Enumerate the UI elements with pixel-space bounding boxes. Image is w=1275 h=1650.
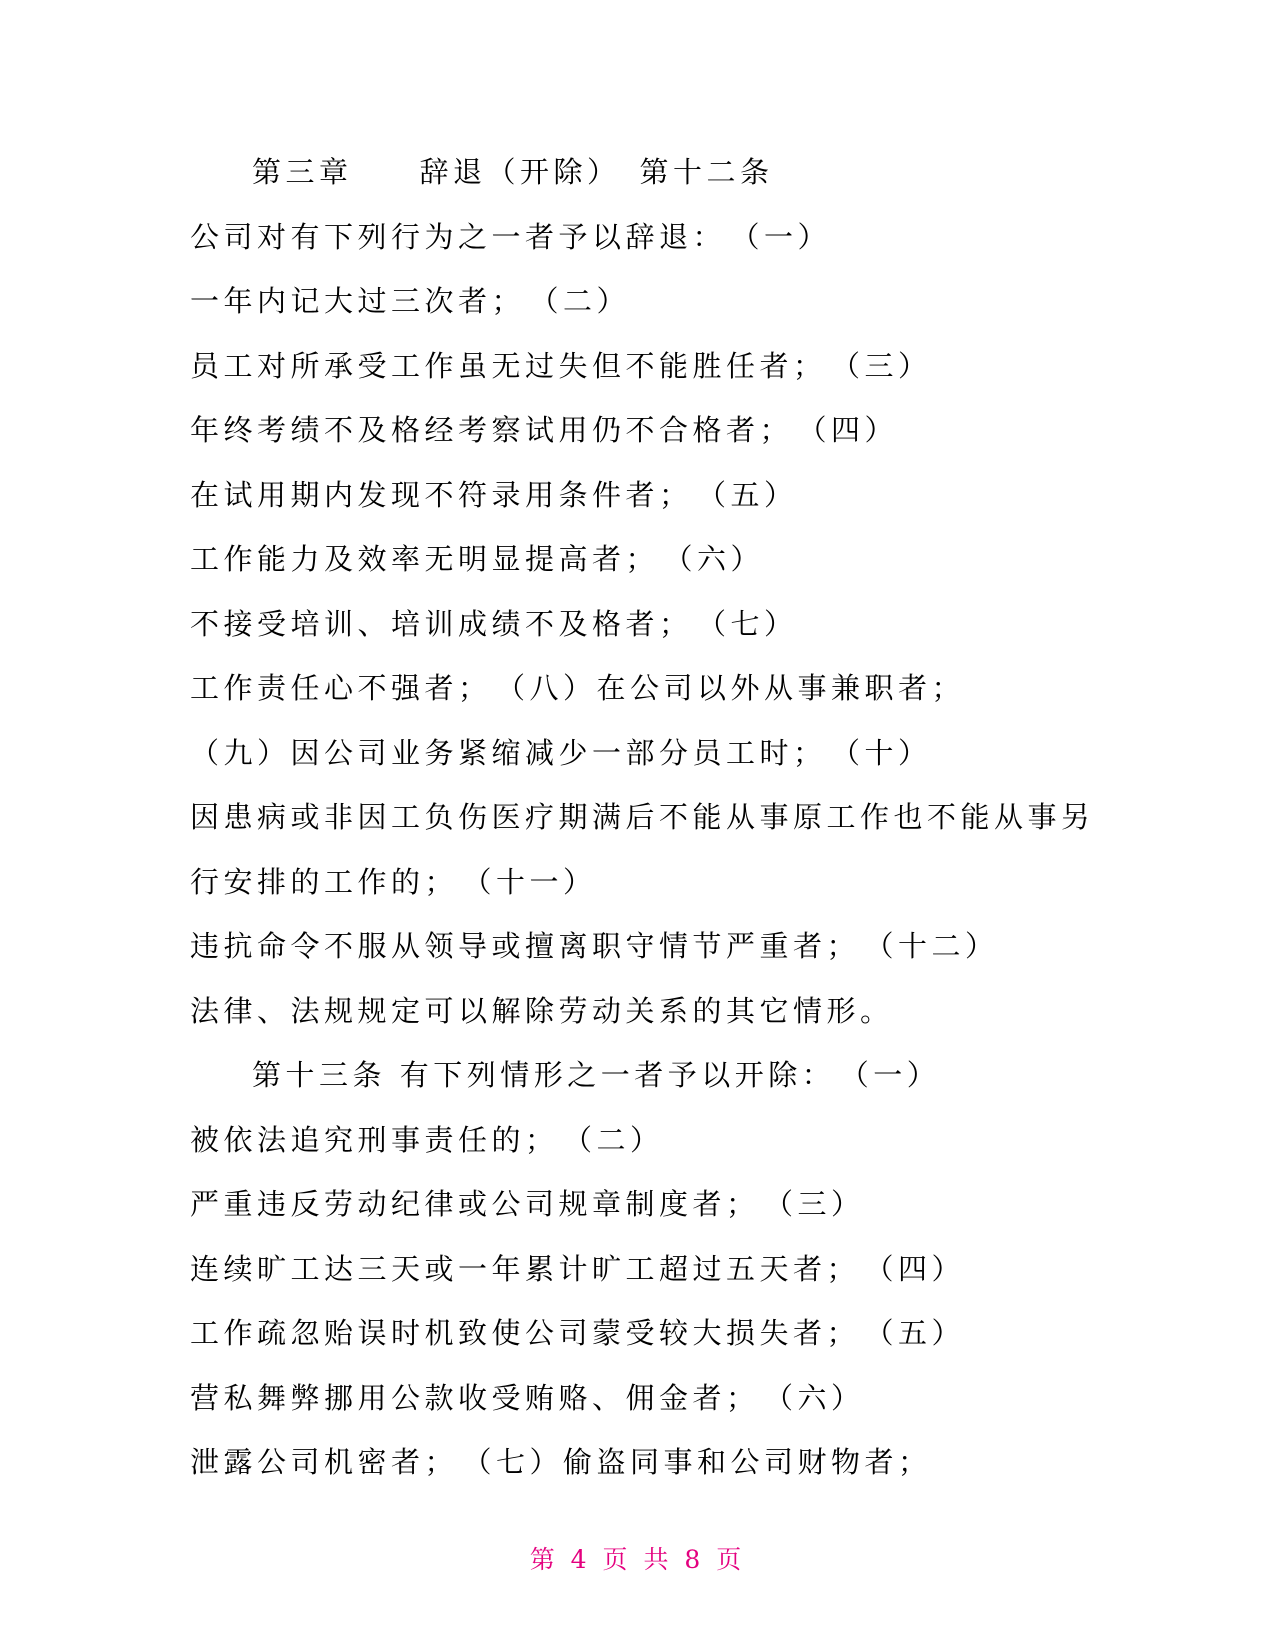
- text-line: 工作疏忽贻误时机致使公司蒙受较大损失者； （五）: [190, 1316, 966, 1350]
- text-line: 违抗命令不服从领导或擅离职守情节严重者； （十二）: [190, 929, 999, 963]
- text-line: 法律、法规规定可以解除劳动关系的其它情形。: [190, 993, 894, 1028]
- page-number-footer: 第 4 页 共 8 页: [529, 1545, 746, 1574]
- text-line: 不接受培训、培训成绩不及格者； （七）: [190, 606, 798, 641]
- text-line: 严重违反劳动纪律或公司规章制度者； （三）: [190, 1187, 865, 1221]
- text-line: 公司对有下列行为之一者予以辞退： （一）: [190, 219, 832, 254]
- text-line: 年终考绩不及格经考察试用仍不合格者； （四）: [190, 413, 899, 447]
- document-body: [190, 140, 1095, 1495]
- text-line: 一年内记大过三次者； （二）: [190, 284, 631, 318]
- article-heading: 第十三条 有下列情形之一者予以开除： （一）: [252, 1058, 941, 1092]
- text-line: 营私舞弊挪用公款收受贿赂、佣金者； （六）: [190, 1380, 865, 1415]
- text-line: 工作能力及效率无明显提高者； （六）: [190, 542, 765, 576]
- text-line: （九）因公司业务紧缩减少一部分员工时； （十）: [190, 735, 932, 770]
- text-line: 泄露公司机密者； （七）偷盗同事和公司财物者；: [190, 1445, 932, 1479]
- text-line: 被依法追究刑事责任的； （二）: [190, 1122, 664, 1157]
- text-line: 行安排的工作的； （十一）: [190, 864, 597, 899]
- text-line: 因患病或非因工负伤医疗期满后不能从事原工作也不能从事另: [190, 800, 1095, 834]
- chapter-heading: 第三章 辞退（开除） 第十二条: [252, 155, 774, 189]
- text-line: 在试用期内发现不符录用条件者； （五）: [190, 477, 798, 512]
- text-line: 连续旷工达三天或一年累计旷工超过五天者； （四）: [190, 1251, 966, 1286]
- text-line: 员工对所承受工作虽无过失但不能胜任者； （三）: [190, 348, 932, 383]
- text-line: 工作责任心不强者； （八）在公司以外从事兼职者；: [190, 671, 966, 705]
